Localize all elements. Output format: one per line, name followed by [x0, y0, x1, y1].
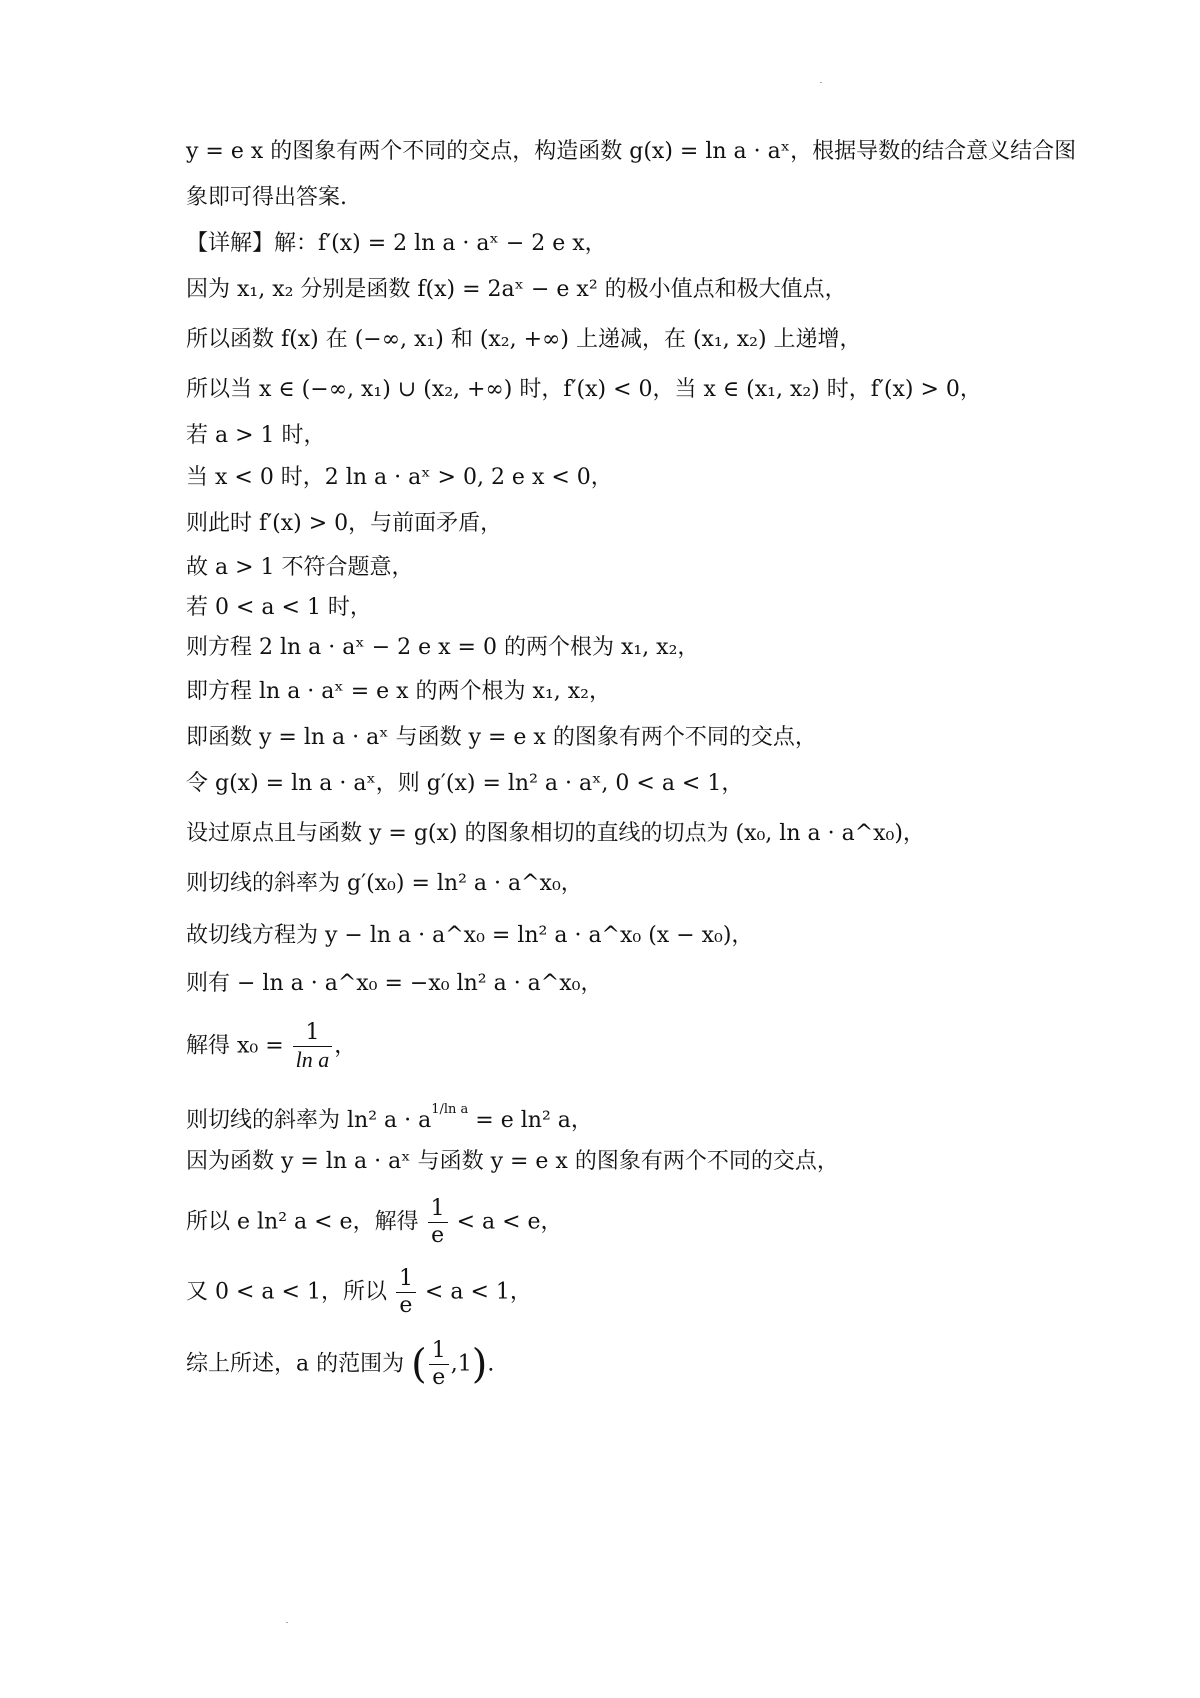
x0-fraction-den: ln a	[295, 1047, 330, 1072]
conclusion-fraction-den: e	[432, 1365, 446, 1390]
conclusion-line	[186, 1338, 494, 1391]
conclusion-fraction	[429, 1338, 449, 1391]
solve-x0-line	[186, 1020, 356, 1073]
x0-fraction-num: 1	[293, 1020, 333, 1047]
text-line-1: y = e x 的图象有两个不同的交点，构造函数 g(x) = ln a · aˣ，根据导数的结合意义结合图	[186, 139, 1077, 164]
text-line-9: 则此时 f′(x) > 0，与前面矛盾，	[186, 511, 503, 536]
scan-speck-top	[820, 82, 822, 83]
fraction-den-2: e	[399, 1293, 413, 1318]
text-line-16: 设过原点且与函数 y = g(x) 的图象相切的直线的切点为 (x₀, ln a · a^x₀)，	[186, 821, 925, 846]
text-line-19: 则有 − ln a · a^x₀ = −x₀ ln² a · a^x₀，	[186, 971, 603, 996]
solve-a-suffix: < a < e，	[449, 1209, 563, 1235]
text-line-14: 即函数 y = ln a · aˣ 与函数 y = e x 的图象有两个不同的交点，	[186, 725, 817, 750]
solve-a-line	[186, 1196, 563, 1249]
one-over-e-fraction	[428, 1196, 448, 1249]
conclusion-fraction-num: 1	[429, 1338, 449, 1365]
also-suffix: < a < 1，	[417, 1279, 532, 1305]
conclusion-prefix: 综上所述，a 的范围为	[186, 1351, 412, 1377]
fraction-num: 1	[428, 1196, 448, 1223]
text-line-17: 则切线的斜率为 g′(x₀) = ln² a · a^x₀，	[186, 871, 583, 896]
text-line-8: 当 x < 0 时，2 ln a · aˣ > 0, 2 e x < 0，	[186, 465, 613, 490]
text-line-10: 故 a > 1 不符合题意，	[186, 555, 414, 580]
scan-speck-bottom	[286, 1622, 288, 1623]
also-prefix: 又 0 < a < 1，所以	[186, 1279, 394, 1305]
left-paren: (	[411, 1341, 427, 1388]
slope-line	[186, 1094, 593, 1137]
x0-fraction	[293, 1020, 333, 1073]
text-line-7: 若 a > 1 时，	[186, 423, 326, 448]
conclusion-suffix: .	[487, 1351, 495, 1377]
intersect-line: 因为函数 y = ln a · aˣ 与函数 y = e x 的图象有两个不同的交点，	[186, 1149, 839, 1174]
text-line-15: 令 g(x) = ln a · aˣ，则 g′(x) = ln² a · aˣ, 0 < a < 1，	[186, 771, 744, 796]
also-line	[186, 1266, 532, 1319]
text-line-12: 则方程 2 ln a · aˣ − 2 e x = 0 的两个根为 x₁, x₂，	[186, 635, 700, 660]
text-line-3: 【详解】解：f′(x) = 2 ln a · aˣ − 2 e x，	[186, 231, 607, 256]
text-line-6: 所以当 x ∈ (−∞, x₁) ∪ (x₂, +∞) 时，f′(x) < 0，当 x ∈ (x₁, x₂) 时，f′(x) > 0，	[186, 377, 982, 402]
solve-a-prefix: 所以 e ln² a < e，解得	[186, 1209, 426, 1235]
text-line-11: 若 0 < a < 1 时，	[186, 595, 372, 620]
fraction-num-2: 1	[396, 1266, 416, 1293]
slope-prefix: 则切线的斜率为 ln² a · a	[186, 1108, 432, 1133]
solve-x0-prefix: 解得 x₀ =	[186, 1033, 291, 1059]
text-line-2: 象即可得出答案.	[186, 185, 347, 210]
slope-suffix: = e ln² a，	[468, 1108, 593, 1133]
text-line-18: 故切线方程为 y − ln a · a^x₀ = ln² a · a^x₀ (x − x₀)，	[186, 923, 754, 948]
right-paren: )	[471, 1341, 488, 1388]
slope-exponent: 1/ln a	[431, 1102, 469, 1117]
fraction-den: e	[431, 1223, 445, 1248]
text-line-4: 因为 x₁, x₂ 分别是函数 f(x) = 2aˣ − e x² 的极小值点和极大值点，	[186, 277, 847, 302]
text-line-5: 所以函数 f(x) 在 (−∞, x₁) 和 (x₂, +∞) 上递减，在 (x₁, x₂) 上递增，	[186, 327, 862, 352]
conclusion-after: ,1	[450, 1351, 472, 1377]
one-over-e-fraction-2	[396, 1266, 416, 1319]
solve-x0-suffix: ，	[334, 1033, 357, 1059]
text-line-13: 即方程 ln a · aˣ = e x 的两个根为 x₁, x₂，	[186, 679, 611, 704]
